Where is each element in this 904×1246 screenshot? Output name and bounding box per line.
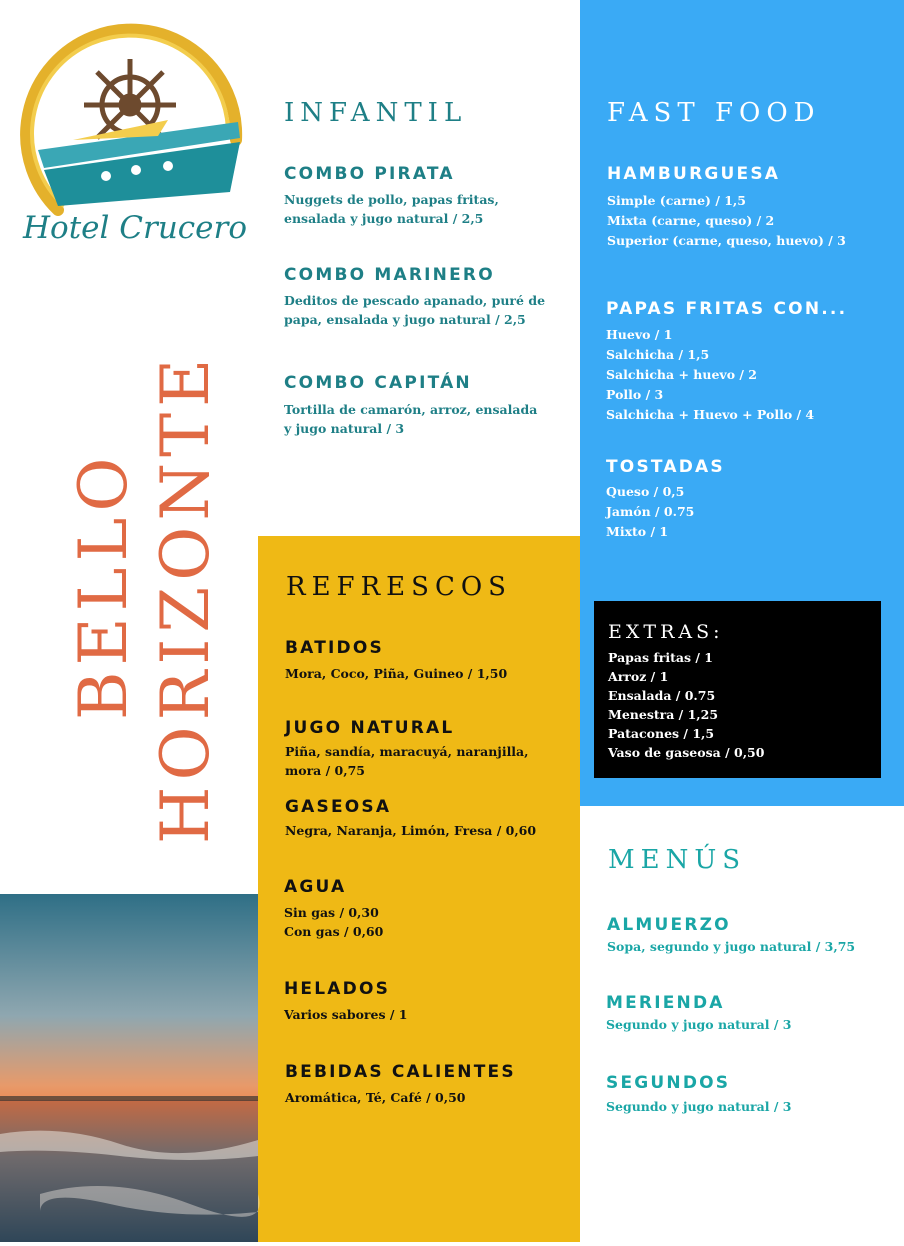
papas-fritas-list: [606, 325, 814, 425]
combo-marinero-desc: Deditos de pescado apanado, puré de papa, ensalada y jugo natural / 2,5: [284, 293, 546, 327]
merienda-desc: Segundo y jugo natural / 3: [606, 1017, 792, 1032]
papas-line: Salchicha + huevo / 2: [606, 367, 757, 382]
fast-food-title: FAST FOOD: [607, 98, 821, 128]
combo-capitan-desc: Tortilla de camarón, arroz, ensalada y jugo natural / 3: [284, 402, 538, 436]
agua-title: AGUA: [284, 877, 347, 897]
helados-title: HELADOS: [284, 979, 391, 999]
brand-line-2: HORIZONTE: [147, 352, 224, 844]
bebidas-calientes-desc: Aromática, Té, Café / 0,50: [285, 1090, 466, 1105]
batidos-desc: Mora, Coco, Piña, Guineo / 1,50: [285, 666, 508, 681]
helados-desc: Varios sabores / 1: [284, 1007, 408, 1022]
tostadas-line: Queso / 0,5: [606, 484, 685, 499]
combo-pirata-title: COMBO PIRATA: [284, 164, 455, 184]
papas-line: Huevo / 1: [606, 327, 673, 342]
hotel-logo: [18, 10, 248, 255]
tostadas-line: Jamón / 0.75: [606, 504, 695, 519]
combo-pirata-desc: Nuggets de pollo, papas fritas, ensalada y jugo natural / 2,5: [284, 192, 499, 226]
almuerzo-desc: Sopa, segundo y jugo natural / 3,75: [607, 939, 856, 954]
hamburguesa-title: HAMBURGUESA: [607, 164, 781, 184]
menus-title: MENÚS: [608, 845, 747, 875]
extras-list: [608, 648, 764, 762]
tostadas-list: [606, 482, 694, 542]
papas-line: Pollo / 3: [606, 387, 664, 402]
merienda-title: MERIENDA: [606, 993, 725, 1013]
gaseosa-desc: Negra, Naranja, Limón, Fresa / 0,60: [285, 823, 537, 838]
combo-capitan-title: COMBO CAPITÁN: [284, 373, 472, 393]
combo-marinero-title: COMBO MARINERO: [284, 265, 495, 285]
refrescos-title: REFRESCOS: [286, 572, 512, 602]
hamburguesa-list: [607, 191, 846, 251]
bebidas-calientes-title: BEBIDAS CALIENTES: [285, 1062, 516, 1082]
batidos-title: BATIDOS: [285, 638, 384, 658]
extras-line: Menestra / 1,25: [608, 707, 719, 722]
hamburguesa-line: Superior (carne, queso, huevo) / 3: [607, 233, 846, 248]
agua-desc: Sin gas / 0,30 Con gas / 0,60: [284, 905, 384, 939]
extras-line: Ensalada / 0.75: [608, 688, 716, 703]
extras-line: Papas fritas / 1: [608, 650, 713, 665]
gaseosa-title: GASEOSA: [285, 797, 392, 817]
papas-line: Salchicha / 1,5: [606, 347, 710, 362]
extras-line: Arroz / 1: [608, 669, 669, 684]
extras-line: Vaso de gaseosa / 0,50: [608, 745, 765, 760]
jugo-natural-desc: Piña, sandía, maracuyá, naranjilla, mora / 0,75: [285, 744, 529, 778]
extras-box: [594, 601, 881, 778]
brand-vertical-title: [30, 300, 224, 860]
logo-text: Hotel Crucero: [23, 210, 247, 246]
hamburguesa-line: Mixta (carne, queso) / 2: [607, 213, 775, 228]
sunset-beach-photo: [0, 894, 258, 1242]
segundos-desc: Segundo y jugo natural / 3: [606, 1099, 792, 1114]
almuerzo-title: ALMUERZO: [607, 915, 731, 935]
brand-line-1: BELLO: [65, 451, 142, 720]
hamburguesa-line: Simple (carne) / 1,5: [607, 193, 746, 208]
infantil-title: INFANTIL: [284, 98, 468, 128]
extras-line: Patacones / 1,5: [608, 726, 715, 741]
papas-fritas-title: PAPAS FRITAS CON...: [606, 299, 848, 319]
tostadas-line: Mixto / 1: [606, 524, 669, 539]
segundos-title: SEGUNDOS: [606, 1073, 731, 1093]
jugo-natural-title: JUGO NATURAL: [285, 718, 455, 738]
tostadas-title: TOSTADAS: [606, 457, 725, 477]
extras-title: EXTRAS:: [608, 621, 724, 643]
papas-line: Salchicha + Huevo + Pollo / 4: [606, 407, 815, 422]
